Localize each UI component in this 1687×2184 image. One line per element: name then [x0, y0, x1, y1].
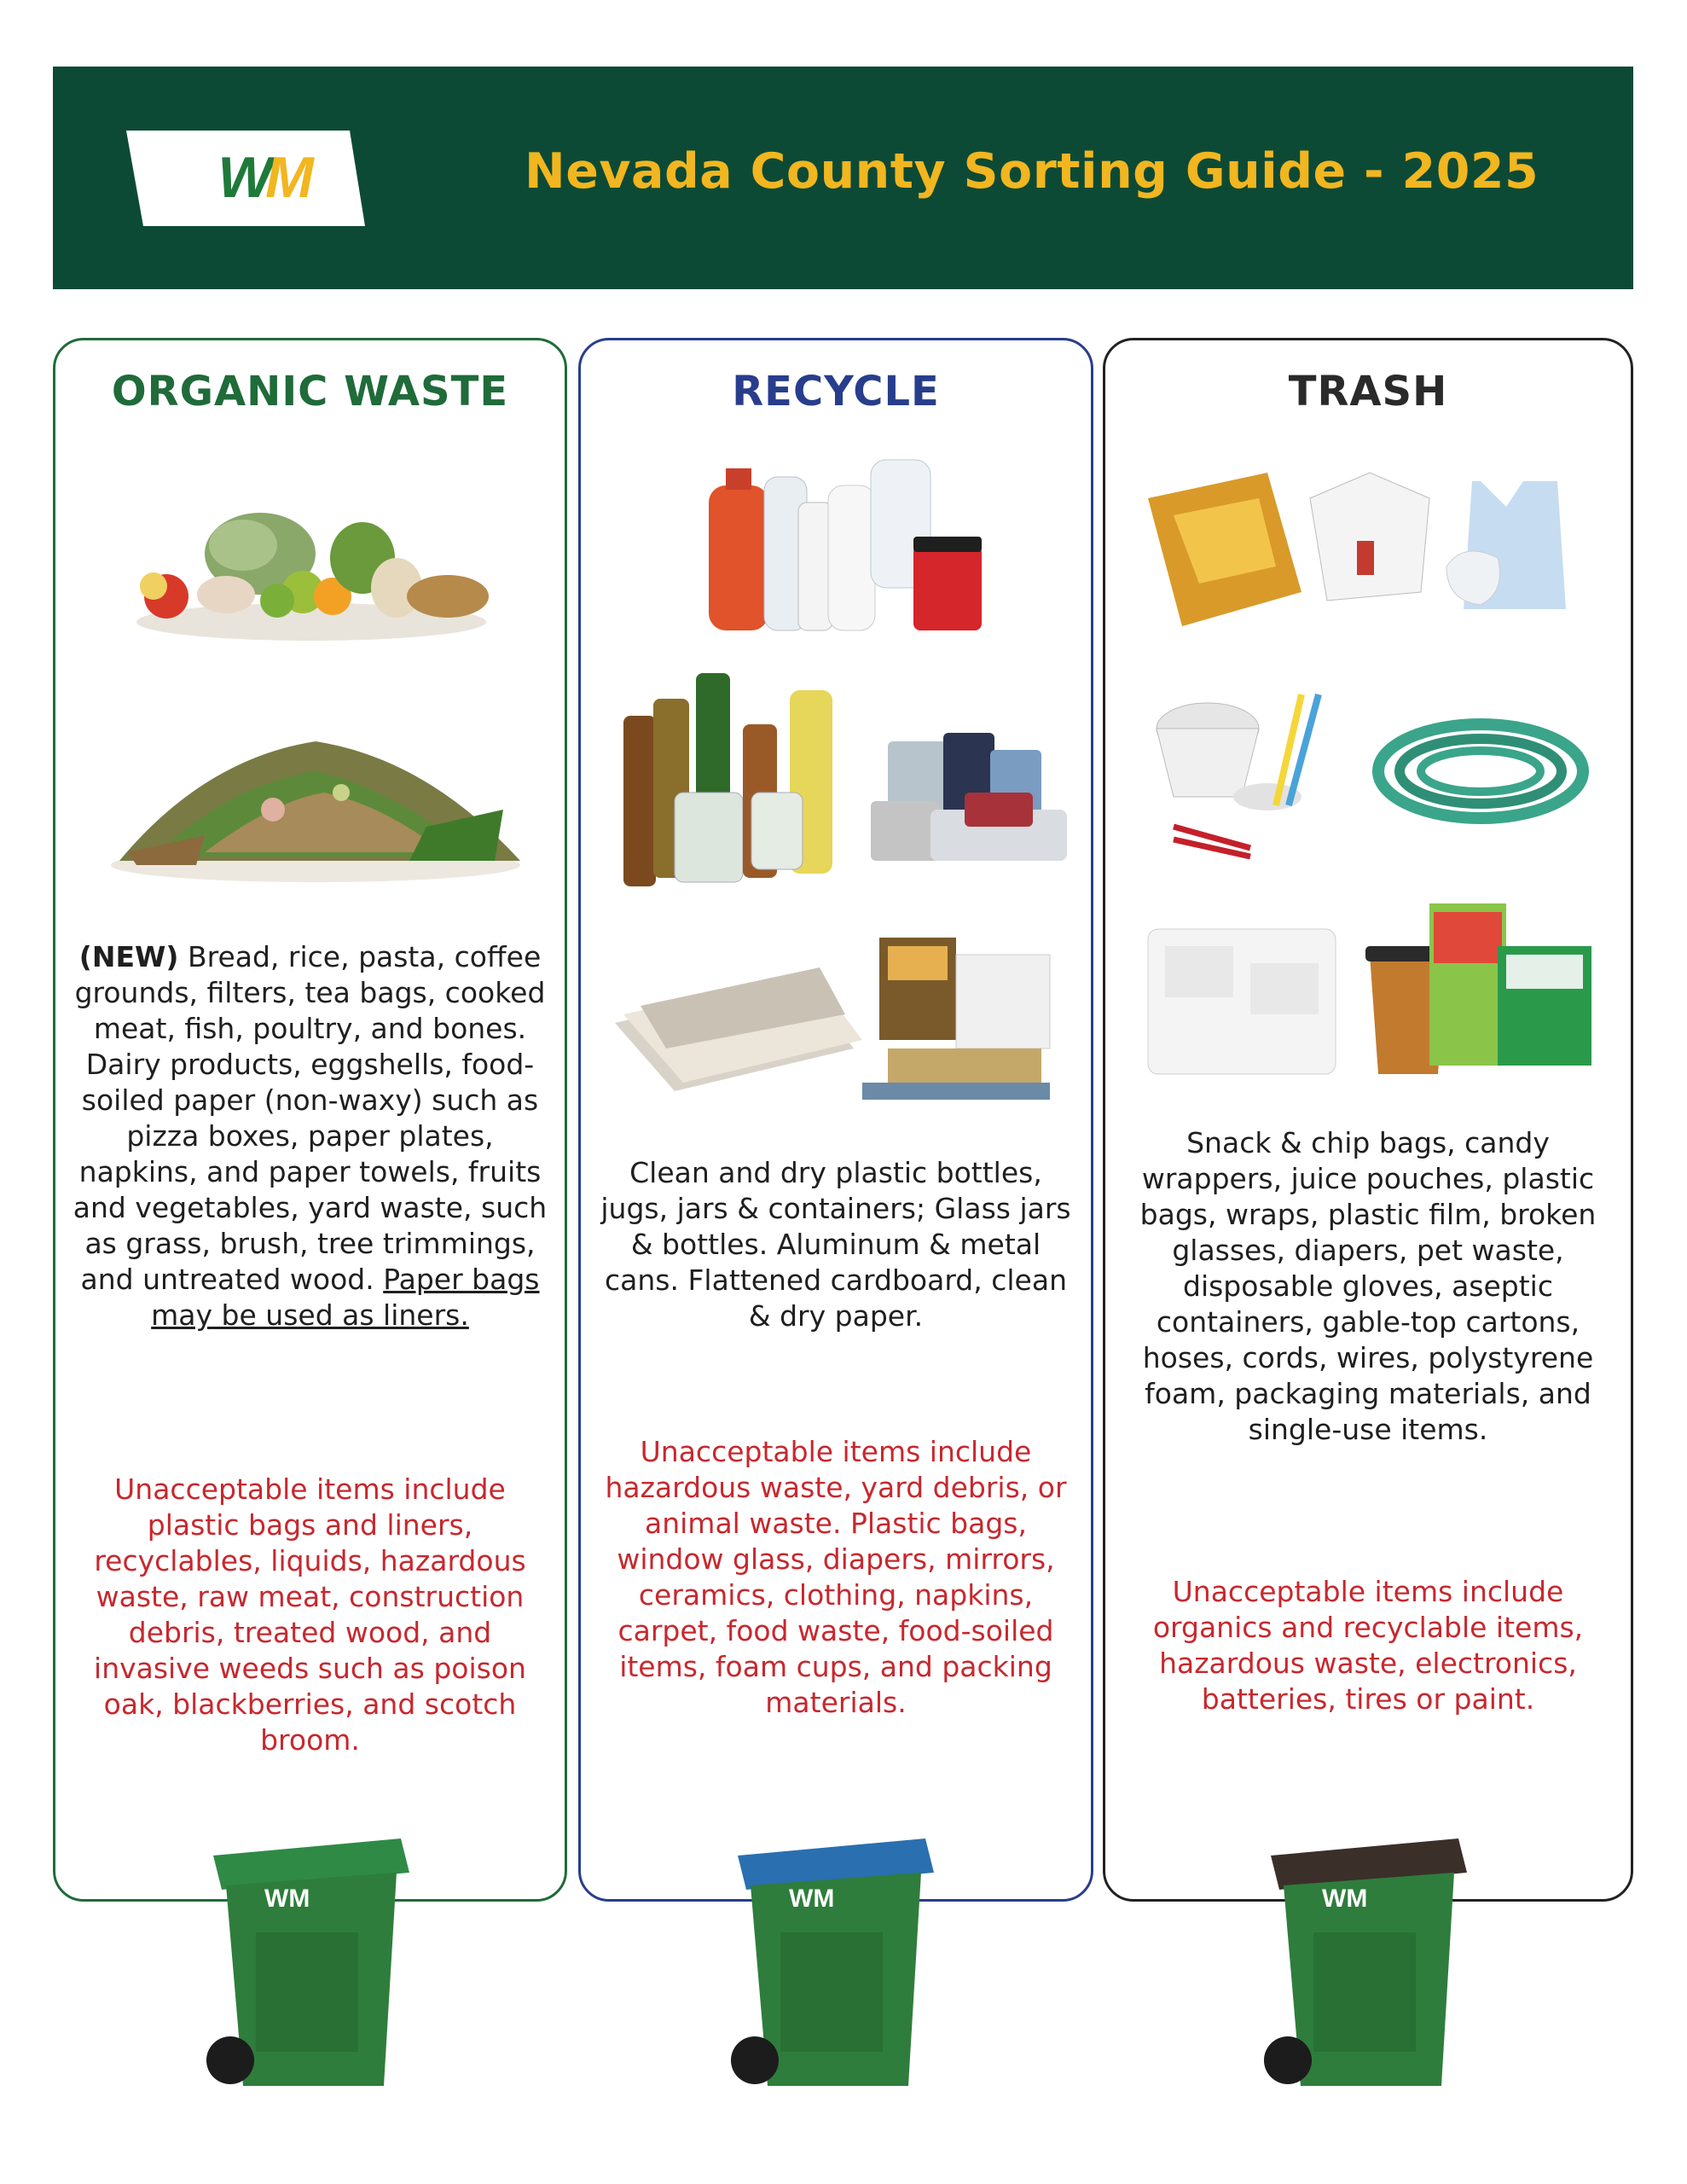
plastic-bottles-image: [692, 451, 999, 648]
organic-waste-heading: ORGANIC WASTE: [111, 368, 509, 415]
chip-bag-takeout-plastic-bag-image: [1139, 464, 1591, 635]
foam-coffee-juice-boxes-image: [1139, 895, 1600, 1091]
wm-logo: [126, 131, 365, 226]
svg-text:WM: WM: [1322, 1885, 1368, 1913]
svg-text:W: W: [217, 145, 270, 210]
yard-waste-image: [102, 707, 529, 886]
trash-heading: TRASH: [1288, 368, 1448, 415]
recycle-unacceptable-text: Unacceptable items include hazardous waste, yard debris, or animal waste. Plastic bags, window glass, diapers, mirrors, ceramics, clothing, napkins, carpet, food waste, food-soiled items, foam cups, and packing materials.: [605, 1435, 1067, 1719]
brown-lid-trash-cart-image: [1254, 1804, 1475, 2094]
recycle-heading: RECYCLE: [732, 368, 940, 415]
organic-accepted-description: (NEW) Bread, rice, pasta, coffee grounds, filters, tea bags, cooked meat, fish, poultry, and bones. Dairy products, eggshells, food-soiled paper (non-waxy) such as pizza boxes, paper plates, napkins, and paper towels, fruits and vegetables, yard waste, such as grass, brush, tree trimmings, and untreated wood. Paper bags may be used as liners.: [72, 940, 548, 1332]
food-scraps-image: [124, 494, 499, 648]
svg-text:M: M: [265, 145, 311, 210]
blue-lid-recycle-cart-image: [721, 1804, 942, 2094]
cup-straws-cutlery-hose-image: [1139, 677, 1600, 865]
svg-text:WM: WM: [264, 1885, 310, 1913]
paper-and-cardboard-image: [606, 921, 1084, 1108]
trash-unacceptable-text: Unacceptable items include organics and recyclable items, hazardous waste, electronics, batteries, tires or paint.: [1152, 1575, 1584, 1716]
green-organic-cart-image: [196, 1804, 418, 2094]
glass-bottles-and-cans-image: [615, 665, 1075, 895]
svg-text:WM: WM: [789, 1885, 835, 1913]
recycle-panel: [578, 338, 1093, 1902]
organic-unacceptable-text: Unacceptable items include plastic bags and liners, recyclables, liquids, hazardous waste, raw meat, construction debris, treated wood, and invasive weeds such as poison oak, blackberries, and scotch broom.: [94, 1472, 526, 1757]
trash-accepted-description: Snack & chip bags, candy wrappers, juice pouches, plastic bags, wraps, plastic film, broken glasses, diapers, pet waste, disposable gloves, aseptic containers, gable-top cartons, hoses, cords, wires, polystyrene foam, packaging materials, and single-use items.: [1139, 1126, 1597, 1446]
organic-waste-panel: [53, 338, 567, 1902]
page-title: Nevada County Sorting Guide - 2025: [525, 143, 1539, 200]
trash-panel: [1103, 338, 1633, 1902]
recycle-accepted-description: Clean and dry plastic bottles, jugs, jars & containers; Glass jars & bottles. Aluminum & metal cans. Flattened cardboard, clean & dry paper.: [600, 1156, 1071, 1333]
